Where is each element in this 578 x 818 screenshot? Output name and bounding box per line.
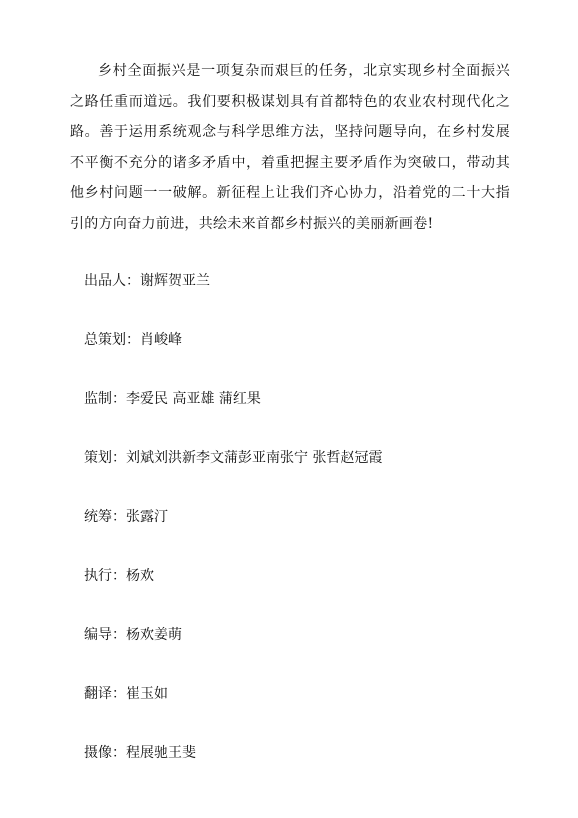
credits-list (84, 266, 504, 797)
credit-planning: 策划：刘斌刘洪新李文蒲彭亚南张宁 张哲赵冠霞 (84, 450, 383, 466)
credit-supervisor: 监制：李爱民 高亚雄 蒲红果 (84, 391, 261, 407)
credit-translator: 翻译：崔玉如 (84, 686, 168, 702)
credit-executive: 执行：杨欢 (84, 568, 154, 584)
credit-producer: 出品人：谢辉贺亚兰 (84, 273, 210, 289)
credit-director: 编导：杨欢姜萌 (84, 627, 182, 643)
body-paragraph: 乡村全面振兴是一项复杂而艰巨的任务，北京实现乡村全面振兴之路任重而道远。我们要积极谋划具有首都特色的农业农村现代化之路。善于运用系统观念与科学思维方法，坚持问题导向，在乡村发展不平衡不充分的诸多矛盾中，着重把握主要矛盾作为突破口，带动其他乡村问题一一破解。新征程上让我们齐心协力，沿着党的二十大指引的方向奋力前进，共绘未来首都乡村振兴的美丽新画卷! (70, 63, 510, 232)
credit-coordinator: 统筹：张露汀 (84, 509, 168, 525)
credit-chief-planner: 总策划：肖峻峰 (84, 332, 182, 348)
credit-camera: 摄像：程展驰王斐 (84, 745, 196, 761)
